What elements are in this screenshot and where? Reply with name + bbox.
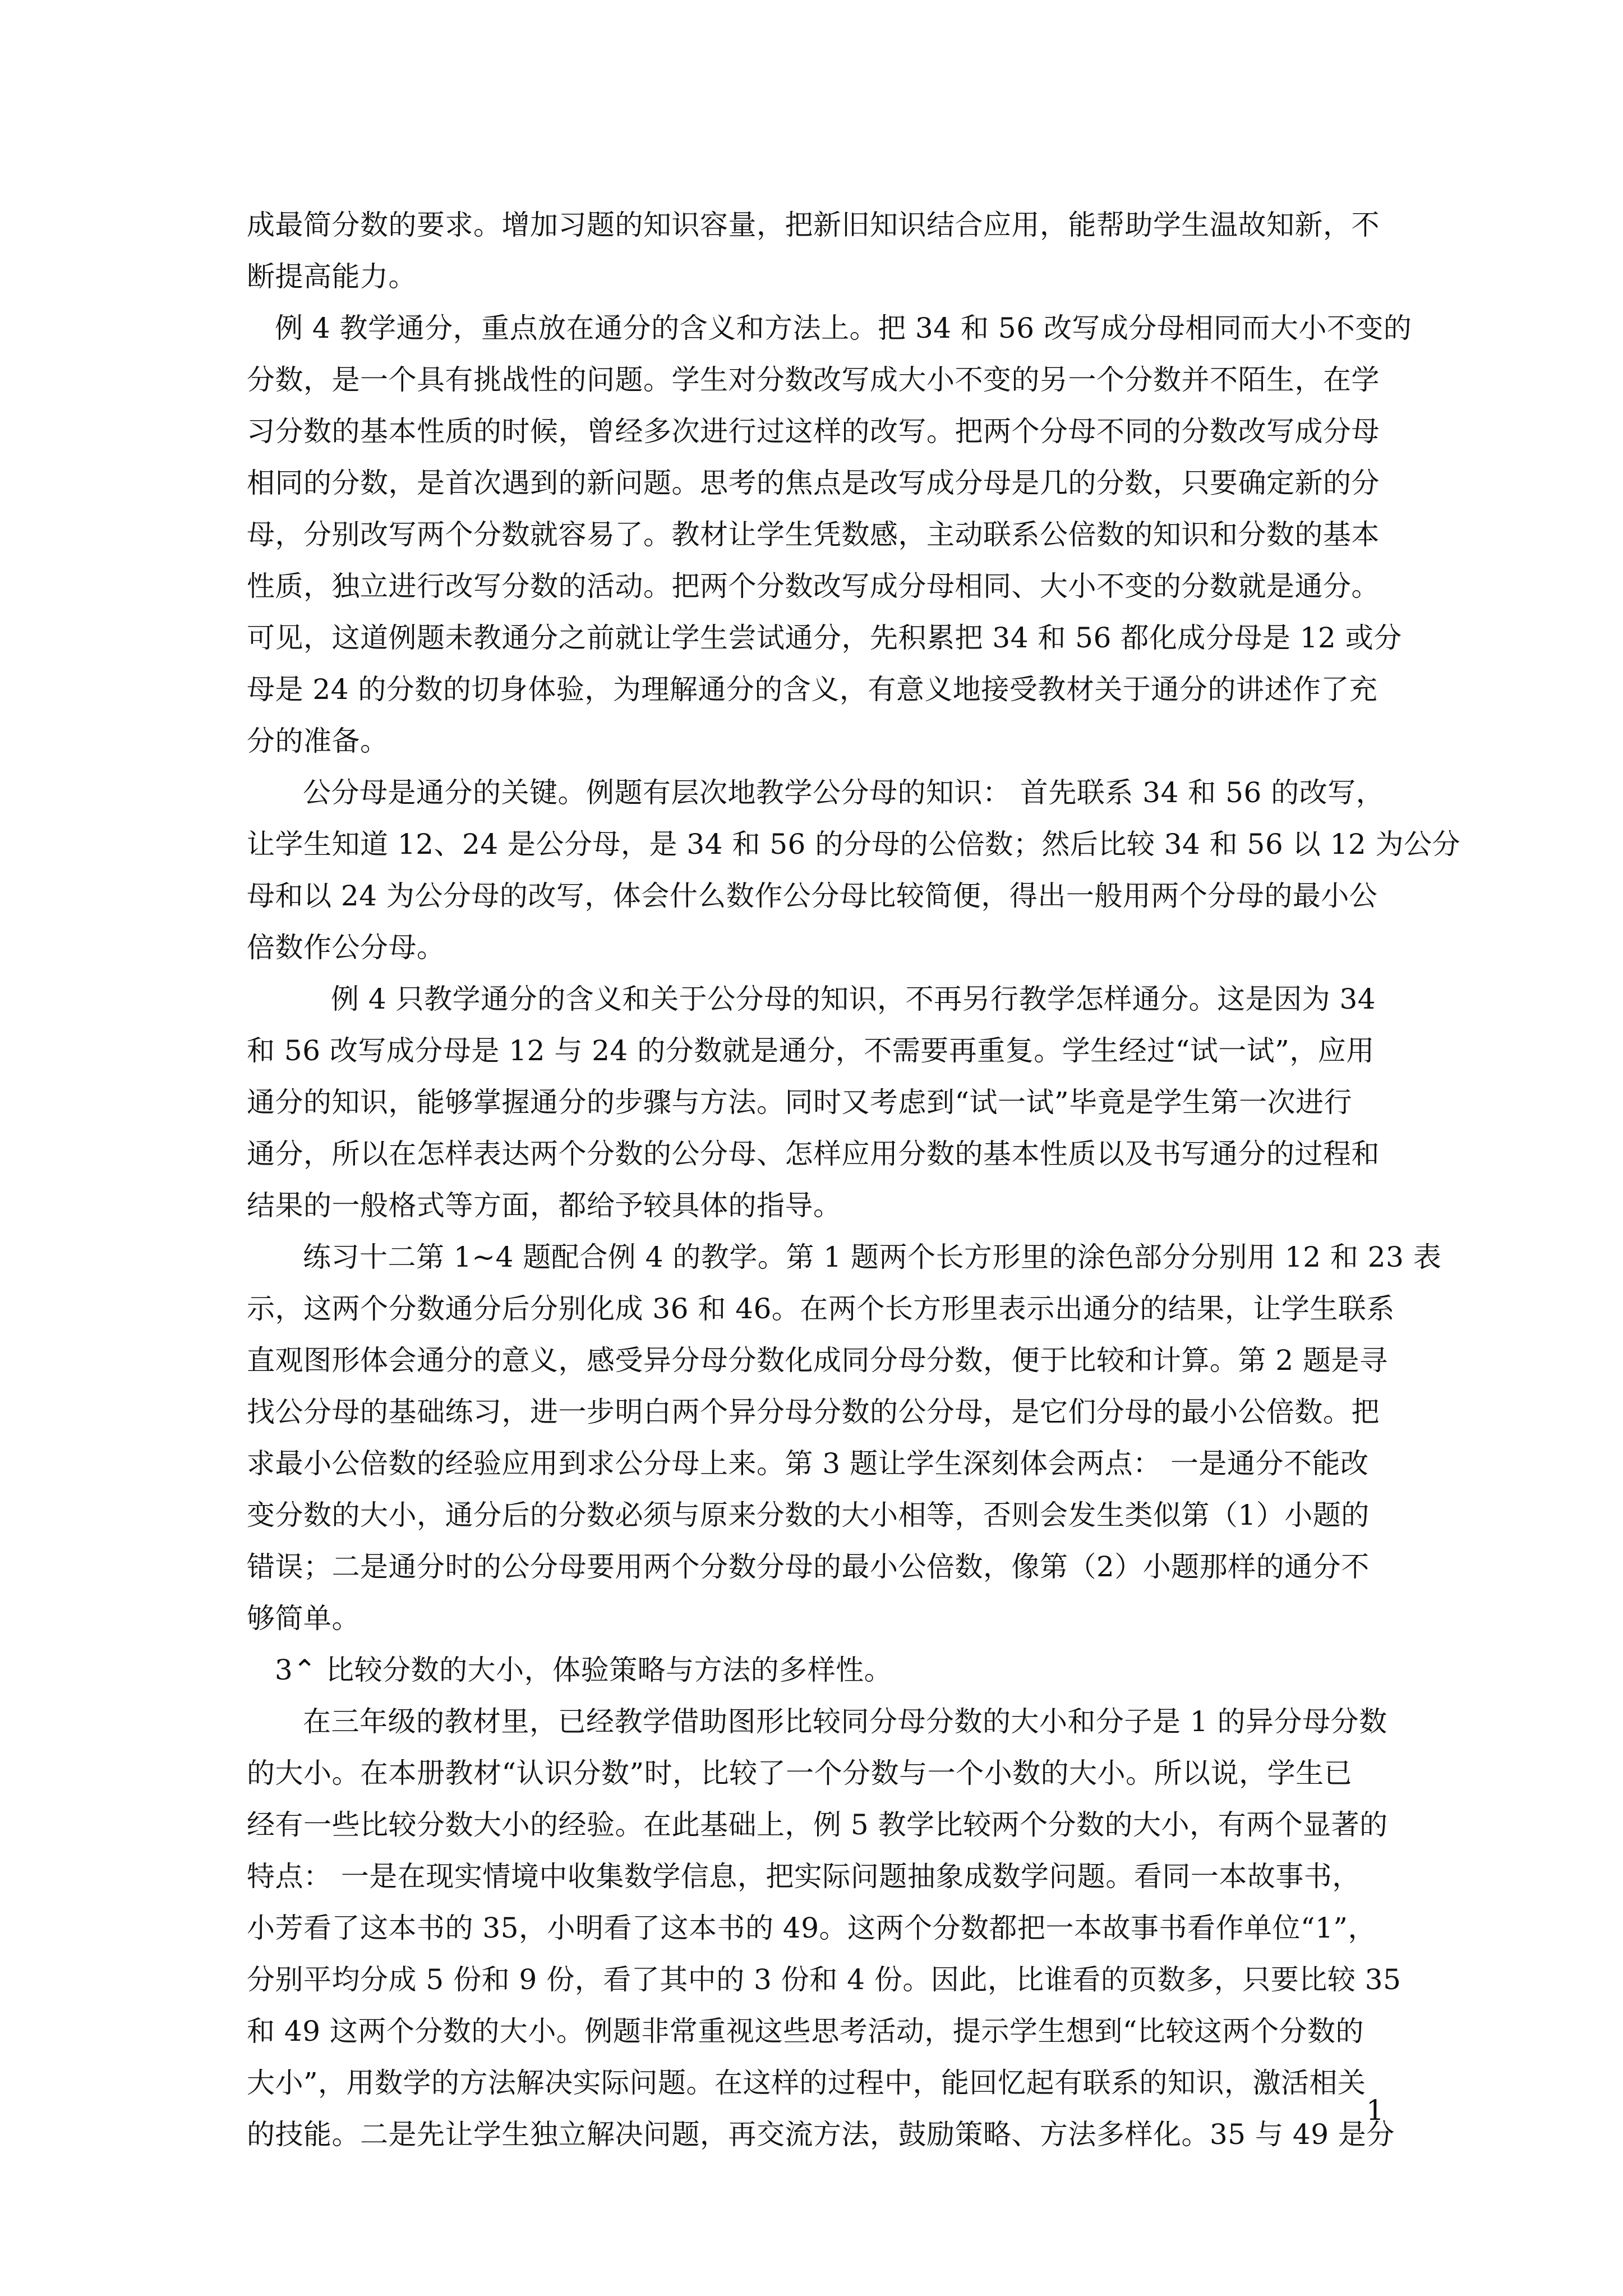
text-line: 和 49 这两个分数的大小。例题非常重视这些思考活动，提示学生想到“比较这两个分数的 bbox=[247, 2015, 1364, 2047]
text-line: 断提高能力。 bbox=[247, 260, 417, 293]
text-line: 母，分别改写两个分数就容易了。教材让学生凭数感，主动联系公倍数的知识和分数的基本 bbox=[247, 518, 1380, 551]
text-line: 分的准备。 bbox=[247, 725, 389, 757]
text-line: 的技能。二是先让学生独立解决问题，再交流方法，鼓励策略、方法多样化。35 与 49 是分 bbox=[247, 2118, 1395, 2151]
text-line: 够简单。 bbox=[247, 1602, 360, 1635]
text-line: 大小”，用数学的方法解决实际问题。在这样的过程中，能回忆起有联系的知识，激活相关 bbox=[247, 2067, 1366, 2099]
text-line: 母和以 24 为公分母的改写，体会什么数作公分母比较简便，得出一般用两个分母的最小公 bbox=[247, 880, 1378, 912]
text-line: 性质，独立进行改写分数的活动。把两个分数改写成分母相同、大小不变的分数就是通分。 bbox=[247, 570, 1380, 602]
text-line: 的大小。在本册教材“认识分数”时，比较了一个分数与一个小数的大小。所以说，学生已 bbox=[247, 1757, 1353, 1789]
text-line: 成最简分数的要求。增加习题的知识容量，把新旧知识结合应用，能帮助学生温故知新，不 bbox=[247, 209, 1380, 241]
text-line: 分别平均分成 5 份和 9 份，看了其中的 3 份和 4 份。因此，比谁看的页数多，只要比较 35 bbox=[247, 1963, 1401, 1996]
text-line: 让学生知道 12、24 是公分母，是 34 和 56 的分母的公倍数；然后比较 34 和 56 以 12 为公分 bbox=[247, 828, 1461, 861]
text-line: 在三年级的教材里，已经教学借助图形比较同分母分数的大小和分子是 1 的异分母分数 bbox=[303, 1705, 1387, 1738]
text-line: 相同的分数，是首次遇到的新问题。思考的焦点是改写成分母是几的分数，只要确定新的分 bbox=[247, 467, 1380, 499]
text-line: 示，这两个分数通分后分别化成 36 和 46。在两个长方形里表示出通分的结果，让学生联系 bbox=[247, 1292, 1395, 1325]
text-line: 公分母是通分的关键。例题有层次地教学公分母的知识： 首先联系 34 和 56 的改写， bbox=[303, 776, 1385, 809]
text-line: 倍数作公分母。 bbox=[247, 931, 445, 964]
page-number: 1 bbox=[1366, 2094, 1384, 2127]
text-line: 小芳看了这本书的 35，小明看了这本书的 49。这两个分数都把一本故事书看作单位“1”， bbox=[247, 1912, 1376, 1944]
paragraph bbox=[247, 767, 1461, 973]
text-line: 直观图形体会通分的意义，感受异分母分数化成同分母分数，便于比较和计算。第 2 题是寻 bbox=[247, 1344, 1388, 1377]
text-line: 可见，这道例题未教通分之前就让学生尝试通分，先积累把 34 和 56 都化成分母是 12 或分 bbox=[247, 622, 1402, 654]
text-line: 练习十二第 1~4 题配合例 4 的教学。第 1 题两个长方形里的涂色部分分别用 12 和 23 表 bbox=[303, 1241, 1442, 1273]
text-line: 3⌃ 比较分数的大小，体验策略与方法的多样性。 bbox=[275, 1654, 893, 1686]
text-line: 习分数的基本性质的时候，曾经多次进行过这样的改写。把两个分母不同的分数改写成分母 bbox=[247, 415, 1380, 448]
text-line: 结果的一般格式等方面，都给予较具体的指导。 bbox=[247, 1189, 842, 1222]
text-line: 母是 24 的分数的切身体验，为理解通分的含义，有意义地接受教材关于通分的讲述作了充 bbox=[247, 673, 1378, 706]
text-line: 例 4 只教学通分的含义和关于公分母的知识，不再另行教学怎样通分。这是因为 34 bbox=[331, 983, 1376, 1015]
text-line: 通分的知识，能够掌握通分的步骤与方法。同时又考虑到“试一试”毕竟是学生第一次进行 bbox=[247, 1086, 1353, 1119]
text-line: 变分数的大小，通分后的分数必须与原来分数的大小相等，否则会发生类似第（1）小题的 bbox=[247, 1499, 1370, 1531]
text-line: 通分，所以在怎样表达两个分数的公分母、怎样应用分数的基本性质以及书写通分的过程和 bbox=[247, 1138, 1380, 1170]
text-line: 经有一些比较分数大小的经验。在此基础上，例 5 教学比较两个分数的大小，有两个显著的 bbox=[247, 1809, 1388, 1841]
text-line: 求最小公倍数的经验应用到求公分母上来。第 3 题让学生深刻体会两点： 一是通分不能改 bbox=[247, 1447, 1369, 1480]
text-line: 特点： 一是在现实情境中收集数学信息，把实际问题抽象成数学问题。看同一本故事书， bbox=[247, 1860, 1361, 1893]
paragraph bbox=[247, 1231, 1442, 1644]
text-line: 分数，是一个具有挑战性的问题。学生对分数改写成大小不变的另一个分数并不陌生，在学 bbox=[247, 364, 1380, 396]
paragraph bbox=[247, 199, 1391, 302]
paragraph bbox=[247, 1696, 1401, 2160]
text-line: 和 56 改写成分母是 12 与 24 的分数就是通分，不需要再重复。学生经过“试一试”，应用 bbox=[247, 1034, 1375, 1067]
section-heading bbox=[247, 1644, 1391, 1696]
text-line: 例 4 教学通分，重点放在通分的含义和方法上。把 34 和 56 改写成分母相同而大小不变的 bbox=[275, 312, 1412, 344]
paragraph bbox=[247, 973, 1391, 1231]
text-line: 错误；二是通分时的公分母要用两个分数分母的最小公倍数，像第（2）小题那样的通分不 bbox=[247, 1550, 1370, 1583]
paragraph bbox=[247, 302, 1412, 767]
body-text bbox=[247, 199, 1461, 2160]
text-line: 找公分母的基础练习，进一步明白两个异分母分数的公分母，是它们分母的最小公倍数。把 bbox=[247, 1396, 1380, 1428]
